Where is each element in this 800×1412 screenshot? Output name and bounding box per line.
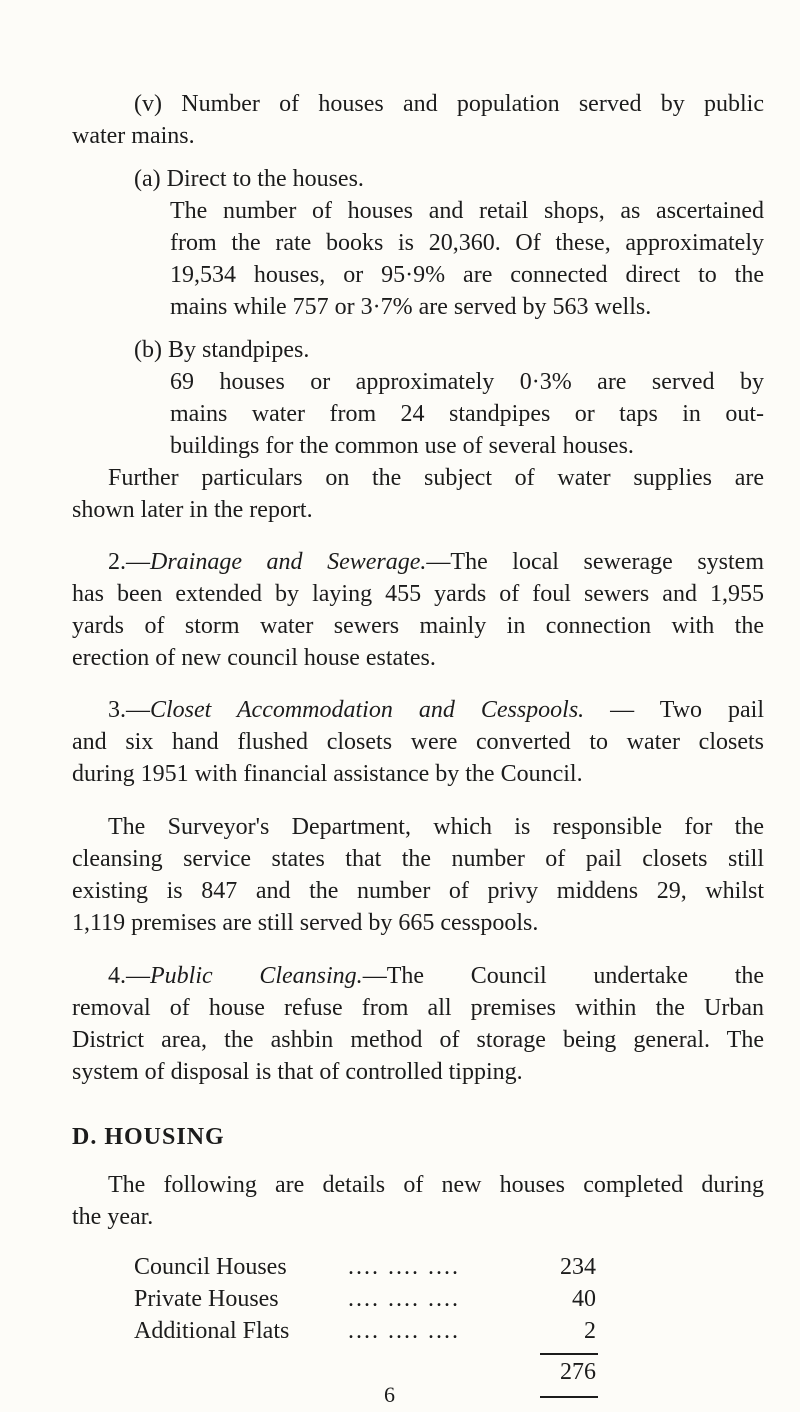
section-3-number: 3.— (108, 697, 150, 723)
subsection-a-line-3: 19,534 houses, or 95·9% are connected direct to the (170, 262, 764, 288)
section-2-line-4: erection of new council house estates. (72, 645, 436, 671)
section-3-para-2-line-1: The Surveyor's Department, which is responsible for the (108, 814, 764, 840)
housing-row-label: Additional Flats (134, 1318, 290, 1344)
housing-row-value: 2 (584, 1318, 596, 1344)
subsection-b-line-2: mains water from 24 standpipes or taps in out- (170, 401, 764, 427)
leader-dots: .... .... .... (348, 1254, 460, 1280)
section-4-title: Public Cleansing. (150, 963, 363, 989)
section-2-line-3: yards of storm water sewers mainly in connection with the (72, 613, 764, 639)
further-particulars-line-2: shown later in the report. (72, 497, 313, 523)
section-2-title: Drainage and Sewerage. (150, 549, 427, 575)
subsection-b-line-3: buildings for the common use of several houses. (170, 433, 634, 459)
subsection-a-line-1: The number of houses and retail shops, as ascertained (170, 198, 764, 224)
section-3-line-1 (108, 694, 764, 726)
section-2-number: 2.— (108, 549, 150, 575)
subsection-b-heading: (b) By standpipes. (134, 337, 310, 363)
section-3-title: Closet Accommodation and Cesspools. (150, 697, 585, 723)
housing-intro-line-2: the year. (72, 1204, 154, 1230)
section-4-number: 4.— (108, 963, 150, 989)
subsection-a-line-2: from the rate books is 20,360. Of these, approximately (170, 230, 764, 256)
subsection-b-line-1: 69 houses or approximately 0·3% are served by (170, 369, 764, 395)
section-3-para-2-line-4: 1,119 premises are still served by 665 cesspools. (72, 910, 539, 936)
further-particulars-line-1: Further particulars on the subject of water supplies are (108, 465, 764, 491)
total-rule-top (540, 1353, 598, 1355)
housing-heading: D. HOUSING (72, 1124, 225, 1150)
housing-row-label: Council Houses (134, 1254, 287, 1280)
section-3-line-2: and six hand flushed closets were converted to water closets (72, 729, 764, 755)
leader-dots: .... .... .... (348, 1318, 460, 1344)
section-3-para-2-line-2: cleansing service states that the number of pail closets still (72, 846, 764, 872)
section-3-para-2-line-3: existing is 847 and the number of privy middens 29, whilst (72, 878, 764, 904)
section-v-intro-line-1: (v) Number of houses and population served by public (134, 91, 764, 117)
housing-total: 276 (560, 1359, 596, 1385)
housing-row-value: 40 (572, 1286, 596, 1312)
section-3-line-1-rest: — Two pail (584, 697, 764, 723)
total-rule-bottom (540, 1396, 598, 1398)
section-v-intro-line-2: water mains. (72, 123, 195, 149)
section-2-line-2: has been extended by laying 455 yards of foul sewers and 1,955 (72, 581, 764, 607)
housing-row-label: Private Houses (134, 1286, 279, 1312)
leader-dots: .... .... .... (348, 1286, 460, 1312)
section-2-line-1-rest: —The local sewerage system (426, 549, 764, 575)
housing-intro-line-1: The following are details of new houses completed during (108, 1172, 764, 1198)
section-4-line-3: District area, the ashbin method of storage being general. The (72, 1027, 764, 1053)
housing-row-value: 234 (560, 1254, 596, 1280)
subsection-a-heading: (a) Direct to the houses. (134, 166, 364, 192)
section-4-line-4: system of disposal is that of controlled tipping. (72, 1059, 523, 1085)
section-4-line-1 (108, 960, 764, 992)
section-4-line-1-rest: —The Council undertake the (362, 963, 765, 989)
subsection-a-line-4: mains while 757 or 3·7% are served by 563 wells. (170, 294, 652, 320)
page-number: 6 (384, 1382, 395, 1407)
section-3-line-3: during 1951 with financial assistance by the Council. (72, 761, 583, 787)
section-4-line-2: removal of house refuse from all premises within the Urban (72, 995, 764, 1021)
section-2-line-1 (108, 546, 764, 578)
